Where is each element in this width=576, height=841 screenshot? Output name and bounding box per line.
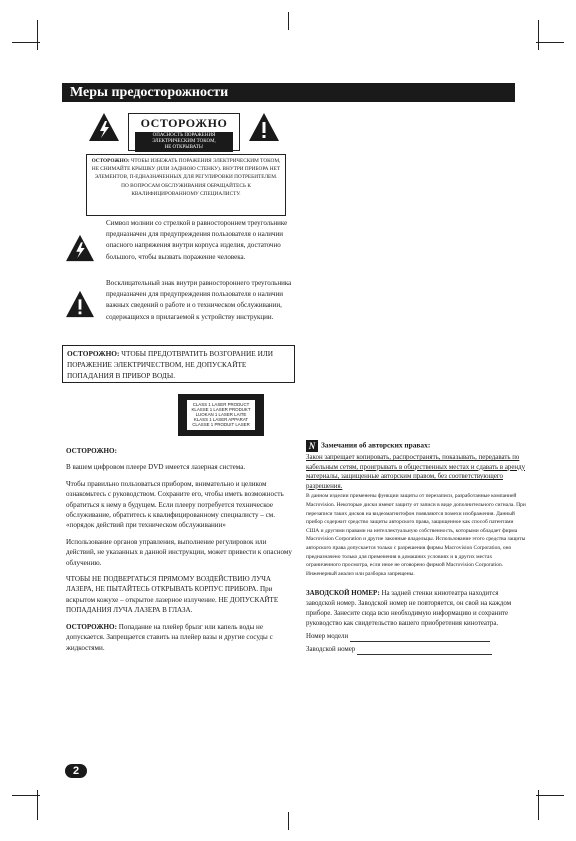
warning-lead: ОСТОРОЖНО: [91, 158, 130, 164]
right-column [306, 440, 526, 655]
left-paragraph: Использование органов управления, выполнение регулировок или действий, не указанных в данной инструкции, может привести к опасному облучению. [66, 537, 292, 567]
serial-lead: ЗАВОДСКОЙ НОМЕР: [306, 590, 380, 598]
laser-product-label [178, 394, 264, 436]
water-warning-text: ЧТОБЫ ПРЕДОТВРАТИТЬ ВОЗГОРАНИЕ ИЛИ ПОРАЖЕНИЕ ЭЛЕКТРИЧЕСТВОМ, НЕ ДОПУСКАЙТЕ ПОПАДАНИЯ В ПРИБОР ВОДЫ. [67, 349, 274, 380]
crop-mark [536, 795, 564, 796]
serial-number-blank [357, 647, 492, 655]
copyright-notice: Закон запрещает копировать, распространять, показывать, передавать по кабельным сетям, проигрывать в общественных местах и сдавать в аренду материалы, защищенные авторским правом, без соответствующего разрешения. [306, 454, 526, 490]
exclamation-symbol-description: Восклицательный знак внутри равностороннего треугольника предназначен для предупреждения пользователя о наличии важных сведений о работе и о техническом обслуживании, содержащихся в прилагаемой к устройству инструкции. [106, 279, 292, 321]
model-number-blank [350, 634, 490, 642]
caution-subtitle-line: НЕ ОТКРЫВАТЬ! [164, 145, 204, 150]
water-warning-box [62, 345, 295, 383]
laser-label-line: CLASS 1 LASER PRODUCT [192, 402, 250, 407]
exclamation-triangle-icon [248, 112, 280, 142]
left-column [66, 446, 294, 659]
page-title: Меры предосторожности [62, 83, 515, 102]
crop-mark [536, 42, 564, 43]
note-icon: N [306, 440, 318, 452]
crop-mark [288, 812, 289, 830]
copyright-heading: Замечания об авторских правах: [321, 440, 431, 450]
laser-label-line: KLASSE 1 LASER PRODUKT [191, 407, 251, 413]
crop-mark [37, 20, 38, 50]
left-paragraph: В вашем цифровом плеере DVD имеется лазерная система. [66, 463, 246, 472]
model-number-label: Номер модели [306, 632, 349, 640]
exclamation-triangle-icon [65, 290, 95, 318]
caution-box [128, 113, 240, 151]
lightning-triangle-icon [88, 112, 120, 142]
laser-label-line: CLASSE 1 PRODUIT LASER [192, 422, 250, 428]
caution-subtitle-line: ОПАСНОСТЬ ПОРАЖЕНИЯ [152, 133, 216, 138]
crop-mark [538, 20, 539, 50]
warning-text-box [86, 154, 286, 216]
serial-number-field [306, 645, 526, 655]
left-paragraph [66, 622, 294, 653]
crop-mark [12, 42, 40, 43]
caution-subtitle-line: ЭЛЕКТРИЧЕСКИМ ТОКОМ, [152, 139, 216, 144]
copyright-heading-row [306, 440, 526, 452]
page-number-badge: 2 [65, 764, 87, 778]
laser-label-line: KLASS 1 LASER APPARAT [193, 417, 249, 423]
serial-text: На задней стенки кинотеатра находится заводской номер. Заводской номер не повторяется, он свой на каждом приборе. Занесите сюда всю необходимую информацию и сохраните руководство как свидетельство вашего приобретения кинотеатра. [306, 590, 512, 628]
laser-label-line: LUOKAN 1 LASER LAITE [195, 412, 247, 418]
model-number-field [306, 632, 526, 642]
lightning-triangle-icon [65, 234, 95, 262]
left-p5-lead: ОСТОРОЖНО: [66, 622, 117, 631]
left-paragraph: ЧТОБЫ НЕ ПОДВЕРГАТЬСЯ ПРЯМОМУ ВОЗДЕЙСТВИЮ ЛУЧА ЛАЗЕРА, НЕ ПЫТАЙТЕСЬ ОТКРЫВАТЬ КОРПУС ПРИБОРА. При вскрытом кожухе – открытое лазерное излучение. НЕ ДОПУСКАЙТЕ ПОПАДАНИЯ ЛУЧА ЛАЗЕРА В ГЛАЗА. [66, 575, 279, 615]
macrovision-notice: В данном изделии применены функции защиты от перезаписи, разработанные компанией Macrovision. Некоторые диски имеют защиту от записи в виде дополнительного сигнала. При перезаписи таких дисков на видеомагнитофон появляются помехи изображения. Данный прибор содержит средство защиты авторского права, защищенное как способ патентами США и другими правами на интеллектуальную собственность, которыми обладает фирма Macrovision Corporation и другие законные владельцы. Использование этого средства защиты авторского права допускается только с разрешения фирмы Macrovision Corporation, оно предназначено только для применения в домашних условиях и в других местах ограниченного просмотра, если иное не оговорено фирмой Macrovision Corporation. Инженерный анализ или разборка запрещены. [306, 493, 526, 577]
water-warning-lead: ОСТОРОЖНО: [67, 349, 120, 358]
crop-mark [12, 795, 40, 796]
lightning-symbol-description: Символ молнии со стрелкой в равностороннем треугольнике предназначен для предупреждения пользователя о наличии опасного напряжения внутри корпуса изделия, достаточно большого, чтобы вызвать поражение человека. [106, 219, 288, 261]
caution-title: ОСТОРОЖНО [140, 116, 228, 130]
left-paragraph: Чтобы правильно пользоваться прибором, внимательно и целиком ознакомьтесь с руководством. Сохраните его, чтобы иметь возможность обратиться к нему в будущем. Если плееру потребуется техническое обслуживание, обратитесь к квалифицированному специалисту – см. «порядок действий при техническом обслуживании» [66, 479, 284, 530]
warning-text: ЧТОБЫ ИЗБЕЖАТЬ ПОРАЖЕНИЯ ЭЛЕКТРИЧЕСКИМ ТОКОМ, НЕ СНИМАЙТЕ КРЫШКУ (ИЛИ ЗАДНЮЮ СТЕНКУ). ВНУТРИ ПРИБОРА НЕТ ЭЛЕМЕНТОВ, П-ЕДНАЗНАЧЕННЫХ ДЛЯ РЕГУЛИРОВКИ ПОТРЕБИТЕЛЕМ. ПО ВОПРОСАМ ОБСЛУЖИВАНИЯ ОБРАЩАЙТЕСЬ К КВАЛИФИЦИРОВАННОМУ СПЕЦИАЛИСТУ. [91, 158, 281, 197]
caution-subtitle [135, 132, 233, 152]
left-heading: ОСТОРОЖНО: [66, 447, 117, 455]
laser-label-inner [187, 400, 255, 430]
left-p5-text: Попадание на плейер брызг или капель воды не допускается. Запрещается ставить на плейер вазы и другие сосуды с жидкостями. [66, 622, 273, 652]
crop-mark [288, 12, 289, 30]
serial-number-label: Заводской номер [306, 645, 356, 653]
serial-number-section [306, 589, 526, 629]
